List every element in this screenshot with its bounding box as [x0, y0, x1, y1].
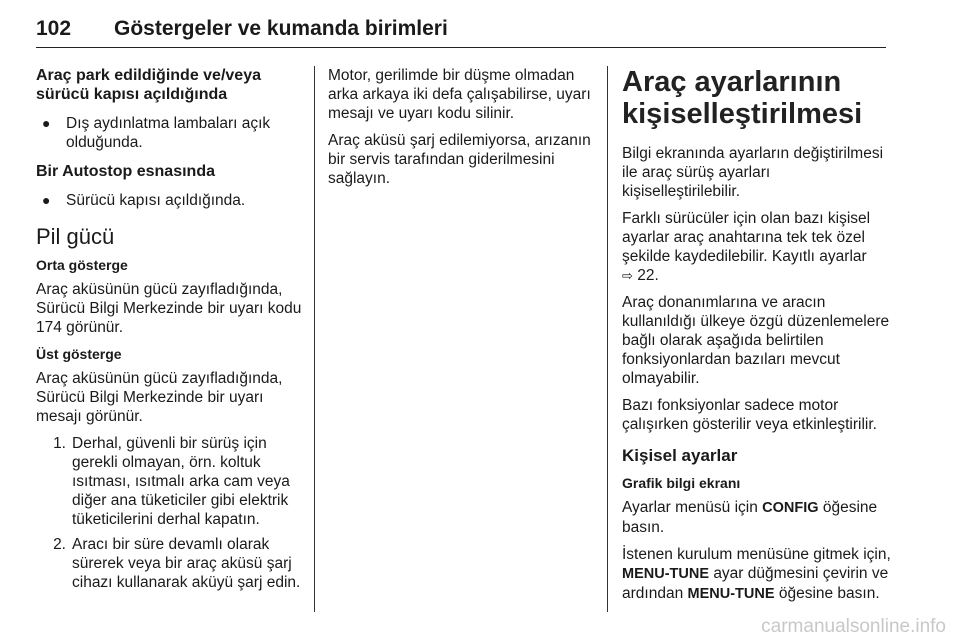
menu-tune-key-label: MENU-TUNE	[622, 566, 709, 582]
running-title: Göstergeler ve kumanda birimleri	[114, 17, 448, 40]
column-1	[36, 66, 304, 598]
autostop-heading: Bir Autostop esnasında	[36, 163, 215, 180]
battery-heading: Pil gücü	[36, 224, 115, 249]
cross-reference-arrow-icon: ⇨	[622, 268, 633, 283]
graphic-display-heading: Grafik bilgi ekranı	[622, 475, 741, 491]
warning-cleared-text: Motor, gerilimde bir düşme olmadan arka arkaya iki defa çalışabilirse, uyarı mesajı ve uyarı kodu silinir.	[328, 67, 591, 122]
column-3	[622, 66, 892, 612]
upper-display-heading: Üst gösterge	[36, 346, 122, 362]
column-2	[328, 66, 596, 196]
page-number: 102	[36, 17, 72, 40]
menu-tune-key-label: MENU-TUNE	[687, 586, 775, 602]
door-heading: Araç park edildiğinde ve/veya sürücü kapısı açıldığında	[36, 67, 261, 103]
column-divider	[314, 66, 315, 612]
paragraph: Araç donanımlarına ve aracın kullanıldığı ülkeye özgü düzenlemelere bağlı olarak aşağıda belirtilen fonksiyonlardan bazıları mevcut olmayabilir.	[622, 294, 890, 387]
paragraph: Bazı fonksiyonlar sadece motor çalışırken gösterilir veya etkinleştirilir.	[622, 397, 877, 433]
paragraph: İstenen kurulum menüsüne gitmek için, MENU-TUNE ayar düğmesini çevirin ve ardından MENU-TUNE öğesine basın.	[622, 546, 891, 602]
service-text: Araç aküsü şarj edilemiyorsa, arızanın bir servis tarafından giderilmesini sağlayın.	[328, 132, 591, 187]
paragraph: Bilgi ekranında ayarların değiştirilmesi ile araç sürüş ayarları kişiselleştirilebilir.	[622, 145, 884, 200]
paragraph: Ayarlar menüsü için CONFIG öğesine basın.	[622, 499, 878, 536]
center-display-text: Araç aküsünün gücü zayıfladığında, Sürücü Bilgi Merkezinde bir uyarı kodu 174 görünür.	[36, 281, 302, 336]
bullet-icon: ●	[42, 115, 51, 131]
upper-display-text: Araç aküsünün gücü zayıfladığında, Sürücü Bilgi Merkezinde bir uyarı mesajı görünür.	[36, 370, 283, 425]
center-display-heading: Orta gösterge	[36, 257, 128, 273]
list-item: 2. Aracı bir süre devamlı olarak sürerek veya bir araç aküsü şarj cihazı kullanarak aküyü şarj edin.	[53, 536, 301, 591]
section-heading: Araç ayarlarının kişiselleştirilmesi	[622, 66, 863, 130]
page-header	[36, 14, 886, 48]
column-divider	[607, 66, 608, 612]
list-item: 1. Derhal, güvenli bir sürüş için gerekli olmayan, örn. koltuk ısıtması, ısıtmalı arka cam veya diğer ana tüketiciler gibi elektrik tüketicilerini derhal kapatın.	[53, 435, 290, 528]
watermark: carmanualsonline.info	[761, 616, 946, 637]
personal-settings-heading: Kişisel ayarlar	[622, 446, 738, 465]
bullet-item: ● Dış aydınlatma lambaları açık olduğunda.	[36, 114, 304, 152]
bullet-icon: ●	[42, 192, 51, 208]
bullet-item: ● Sürücü kapısı açıldığında.	[36, 191, 304, 210]
page-reference: 22.	[637, 267, 659, 284]
paragraph: Farklı sürücüler için olan bazı kişisel ayarlar araç anahtarına tek tek özel şekilde kaydedilebilir. Kayıtlı ayarlar ⇨ 22.	[622, 210, 871, 284]
config-key-label: CONFIG	[762, 500, 819, 516]
